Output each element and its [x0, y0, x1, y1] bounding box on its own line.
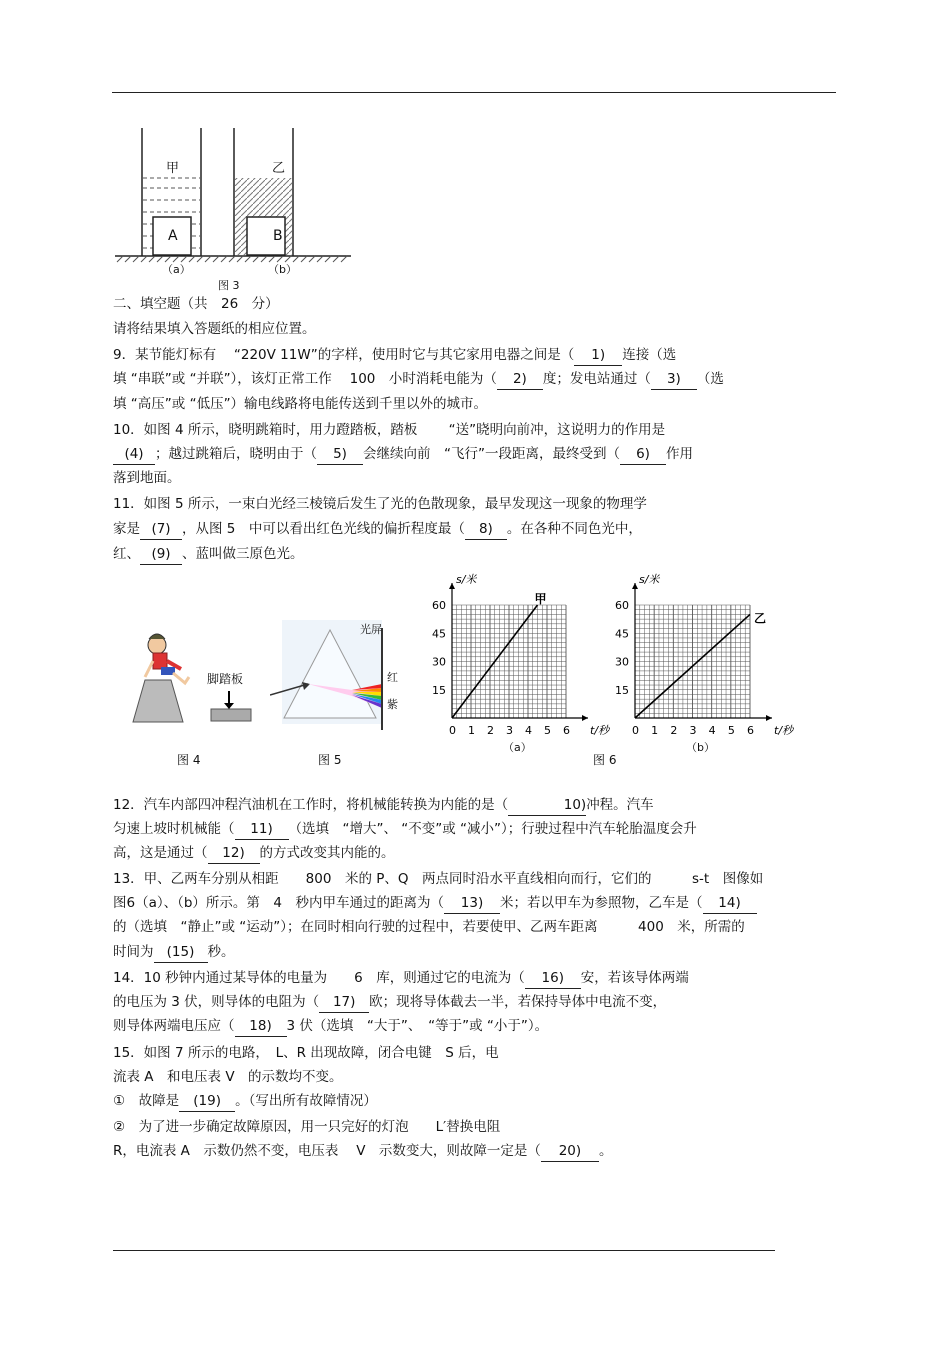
y-tick-label: 45: [432, 627, 446, 641]
x-axis-arrow: [582, 715, 588, 721]
answer-blank-8[interactable]: 8): [465, 519, 507, 540]
y-axis-label: s/米: [639, 573, 660, 586]
x-tick-label: 4: [525, 724, 532, 737]
x-axis-arrow: [766, 715, 772, 721]
fig3-sub-b: （b）: [268, 263, 297, 276]
answer-blank-17[interactable]: 17): [319, 992, 369, 1013]
q15-line4: ② 为了进一步确定故障原因，用一只完好的灯泡 L′替换电阻: [113, 1119, 501, 1135]
x-tick-label: 6: [747, 724, 754, 737]
fig6-caption: 图 6: [593, 753, 617, 767]
answer-blank-9[interactable]: (9): [140, 544, 182, 565]
fig4-caption: 图 4: [177, 753, 201, 767]
q10-line1: 10．如图 4 所示，晓明跳箱时，用力蹬踏板，踏板 “送”晓明向前冲，这说明力的作用是: [113, 422, 666, 438]
q15-line3: ① 故障是 (19) 。（写出所有故障情况）: [113, 1091, 377, 1112]
answer-blank-20[interactable]: 20): [541, 1141, 599, 1162]
x-tick-label: 2: [487, 724, 494, 737]
answer-blank-18[interactable]: 18): [235, 1016, 287, 1037]
answer-blank-19[interactable]: (19): [179, 1091, 235, 1112]
x-axis-label: t/秒: [590, 724, 610, 737]
answer-blank-4[interactable]: (4): [113, 444, 155, 465]
y-tick-label: 30: [432, 655, 446, 669]
block-b-label: B: [273, 228, 283, 244]
answer-blank-13[interactable]: 13): [444, 893, 500, 914]
graph-a-label: （a）: [503, 741, 532, 754]
answer-blank-5[interactable]: 5): [317, 444, 363, 465]
y-tick-label: 15: [432, 683, 446, 697]
x-tick-label: 1: [651, 724, 659, 737]
x-tick-label: 2: [670, 724, 678, 737]
section-instruction: 请将结果填入答题纸的相应位置。: [113, 321, 316, 337]
fig3-caption: 图 3: [218, 279, 240, 292]
answer-blank-11[interactable]: 11): [235, 819, 289, 840]
fig3-sub-a: （a）: [162, 263, 191, 276]
x-tick-label: 5: [544, 724, 551, 737]
answer-blank-2[interactable]: 2): [497, 369, 543, 390]
x-tick-label: 4: [708, 724, 716, 737]
answer-blank-10[interactable]: 10): [508, 795, 586, 816]
q14-line2: 的电压为 3 伏，则导体的电阻为（ 17) 欧；现将导体截去一半，若保持导体中电流不变，: [113, 992, 666, 1013]
series-label: 乙: [754, 611, 767, 626]
q11-line1: 11．如图 5 所示，一束白光经三棱镜后发生了光的色散现象，最早发现这一现象的物理学: [113, 496, 647, 512]
fig3-label-jia: 甲: [166, 161, 180, 176]
q11-line2: 家是 (7) ，从图 5 中可以看出红色光线的偏折程度最（ 8) 。在各种不同色光中，: [113, 519, 642, 540]
q9-line1: 9．某节能灯标有 “220V 11W”的字样，使用时它与其它家用电器之间是（ 1) 连接（选: [113, 345, 676, 366]
block-a-label: A: [168, 228, 178, 244]
x-tick-label: 0: [632, 724, 639, 737]
series-label: 甲: [534, 592, 547, 606]
answer-blank-15[interactable]: (15): [154, 942, 208, 963]
q15-line2: 流表 A 和电压表 V 的示数均不变。: [113, 1069, 343, 1085]
q11-line3: 红、 (9) 、蓝叫做三原色光。: [113, 544, 304, 565]
light-screen-label: 光屏: [360, 623, 382, 636]
q9-line3: 填 “高压”或 “低压”）输电线路将电能传送到千里以外的城市。: [113, 396, 488, 412]
q15-line1: 15．如图 7 所示的电路， L、R 出现故障，闭合电键 S 后，电: [113, 1045, 499, 1061]
fig5-caption: 图 5: [318, 753, 342, 767]
x-tick-label: 0: [449, 724, 456, 737]
x-tick-label: 1: [468, 724, 475, 737]
x-tick-label: 5: [727, 724, 735, 737]
q13-line2: 图6（a）、（b）所示。第 4 秒内甲车通过的距离为（ 13) 米；若以甲车为参照物，乙车是（ 14): [113, 893, 757, 914]
answer-blank-12[interactable]: 12): [208, 843, 260, 864]
q12-line3: 高，这是通过（ 12) 的方式改变其内能的。: [113, 843, 395, 864]
answer-blank-14[interactable]: 14): [703, 893, 757, 914]
q10-line2: (4) ；越过跳箱后，晓明由于（ 5) 会继续向前 “飞行”一段距离，最终受到（ 6) 作用: [113, 444, 693, 465]
q13-line4: 时间为 (15) 秒。: [113, 942, 235, 963]
y-tick-label: 15: [615, 683, 629, 697]
y-tick-label: 60: [432, 599, 446, 612]
section-heading: 二、填空题（共 26 分）: [113, 296, 279, 312]
x-tick-label: 3: [506, 724, 513, 737]
graph-b-label: （b）: [686, 741, 715, 754]
q10-line3: 落到地面。: [113, 470, 181, 486]
q12-line1: 12．汽车内部四冲程汽油机在工作时，将机械能转换为内能的是（ 10)冲程。汽车: [113, 795, 654, 816]
footer-rule: [113, 1250, 775, 1251]
x-axis-label: t/秒: [774, 724, 794, 737]
violet-label: 紫: [387, 698, 398, 711]
q12-line2: 匀速上坡时机械能（ 11) （选填 “增大”、 “不变”或 “减小”）；行驶过程中汽车轮胎温度会升: [113, 819, 697, 840]
answer-blank-7[interactable]: (7): [140, 519, 182, 540]
answer-blank-16[interactable]: 16): [525, 968, 581, 989]
answer-blank-6[interactable]: 6): [620, 444, 666, 465]
y-axis-arrow: [449, 583, 455, 589]
y-axis-arrow: [632, 583, 638, 589]
red-label: 红: [387, 671, 398, 684]
q14-line3: 则导体两端电压应（ 18) 3 伏（选填 “大于”、 “等于”或 “小于”）。: [113, 1016, 548, 1037]
q15-line5: R，电流表 A 示数仍然不变，电压表 V 示数变大，则故障一定是（ 20) 。: [113, 1141, 612, 1162]
y-axis-label: s/米: [456, 573, 477, 586]
pedal-label: 脚踏板: [207, 672, 244, 686]
answer-blank-1[interactable]: 1): [574, 345, 622, 366]
y-tick-label: 60: [615, 599, 629, 612]
x-tick-label: 6: [563, 724, 570, 737]
q14-line1: 14．10 秒钟内通过某导体的电量为 6 库，则通过它的电流为（ 16) 安，若该导体两端: [113, 968, 689, 989]
y-tick-label: 45: [615, 627, 629, 641]
q13-line1: 13．甲、乙两车分别从相距 800 米的 P、Q 两点同时沿水平直线相向而行，它们的 s-t 图像如: [113, 871, 764, 887]
y-tick-label: 30: [615, 655, 629, 669]
answer-blank-3[interactable]: 3): [651, 369, 697, 390]
q13-line3: 的（选填 “静止”或 “运动”）；在同时相向行驶的过程中，若要使甲、乙两车距离 400 米，所需的: [113, 919, 745, 935]
x-tick-label: 3: [689, 724, 697, 737]
fig3-label-yi: 乙: [272, 161, 286, 176]
q9-line2: 填 “串联”或 “并联”），该灯正常工作 100 小时消耗电能为（ 2) 度；发电站通过（ 3) （选: [113, 369, 724, 390]
